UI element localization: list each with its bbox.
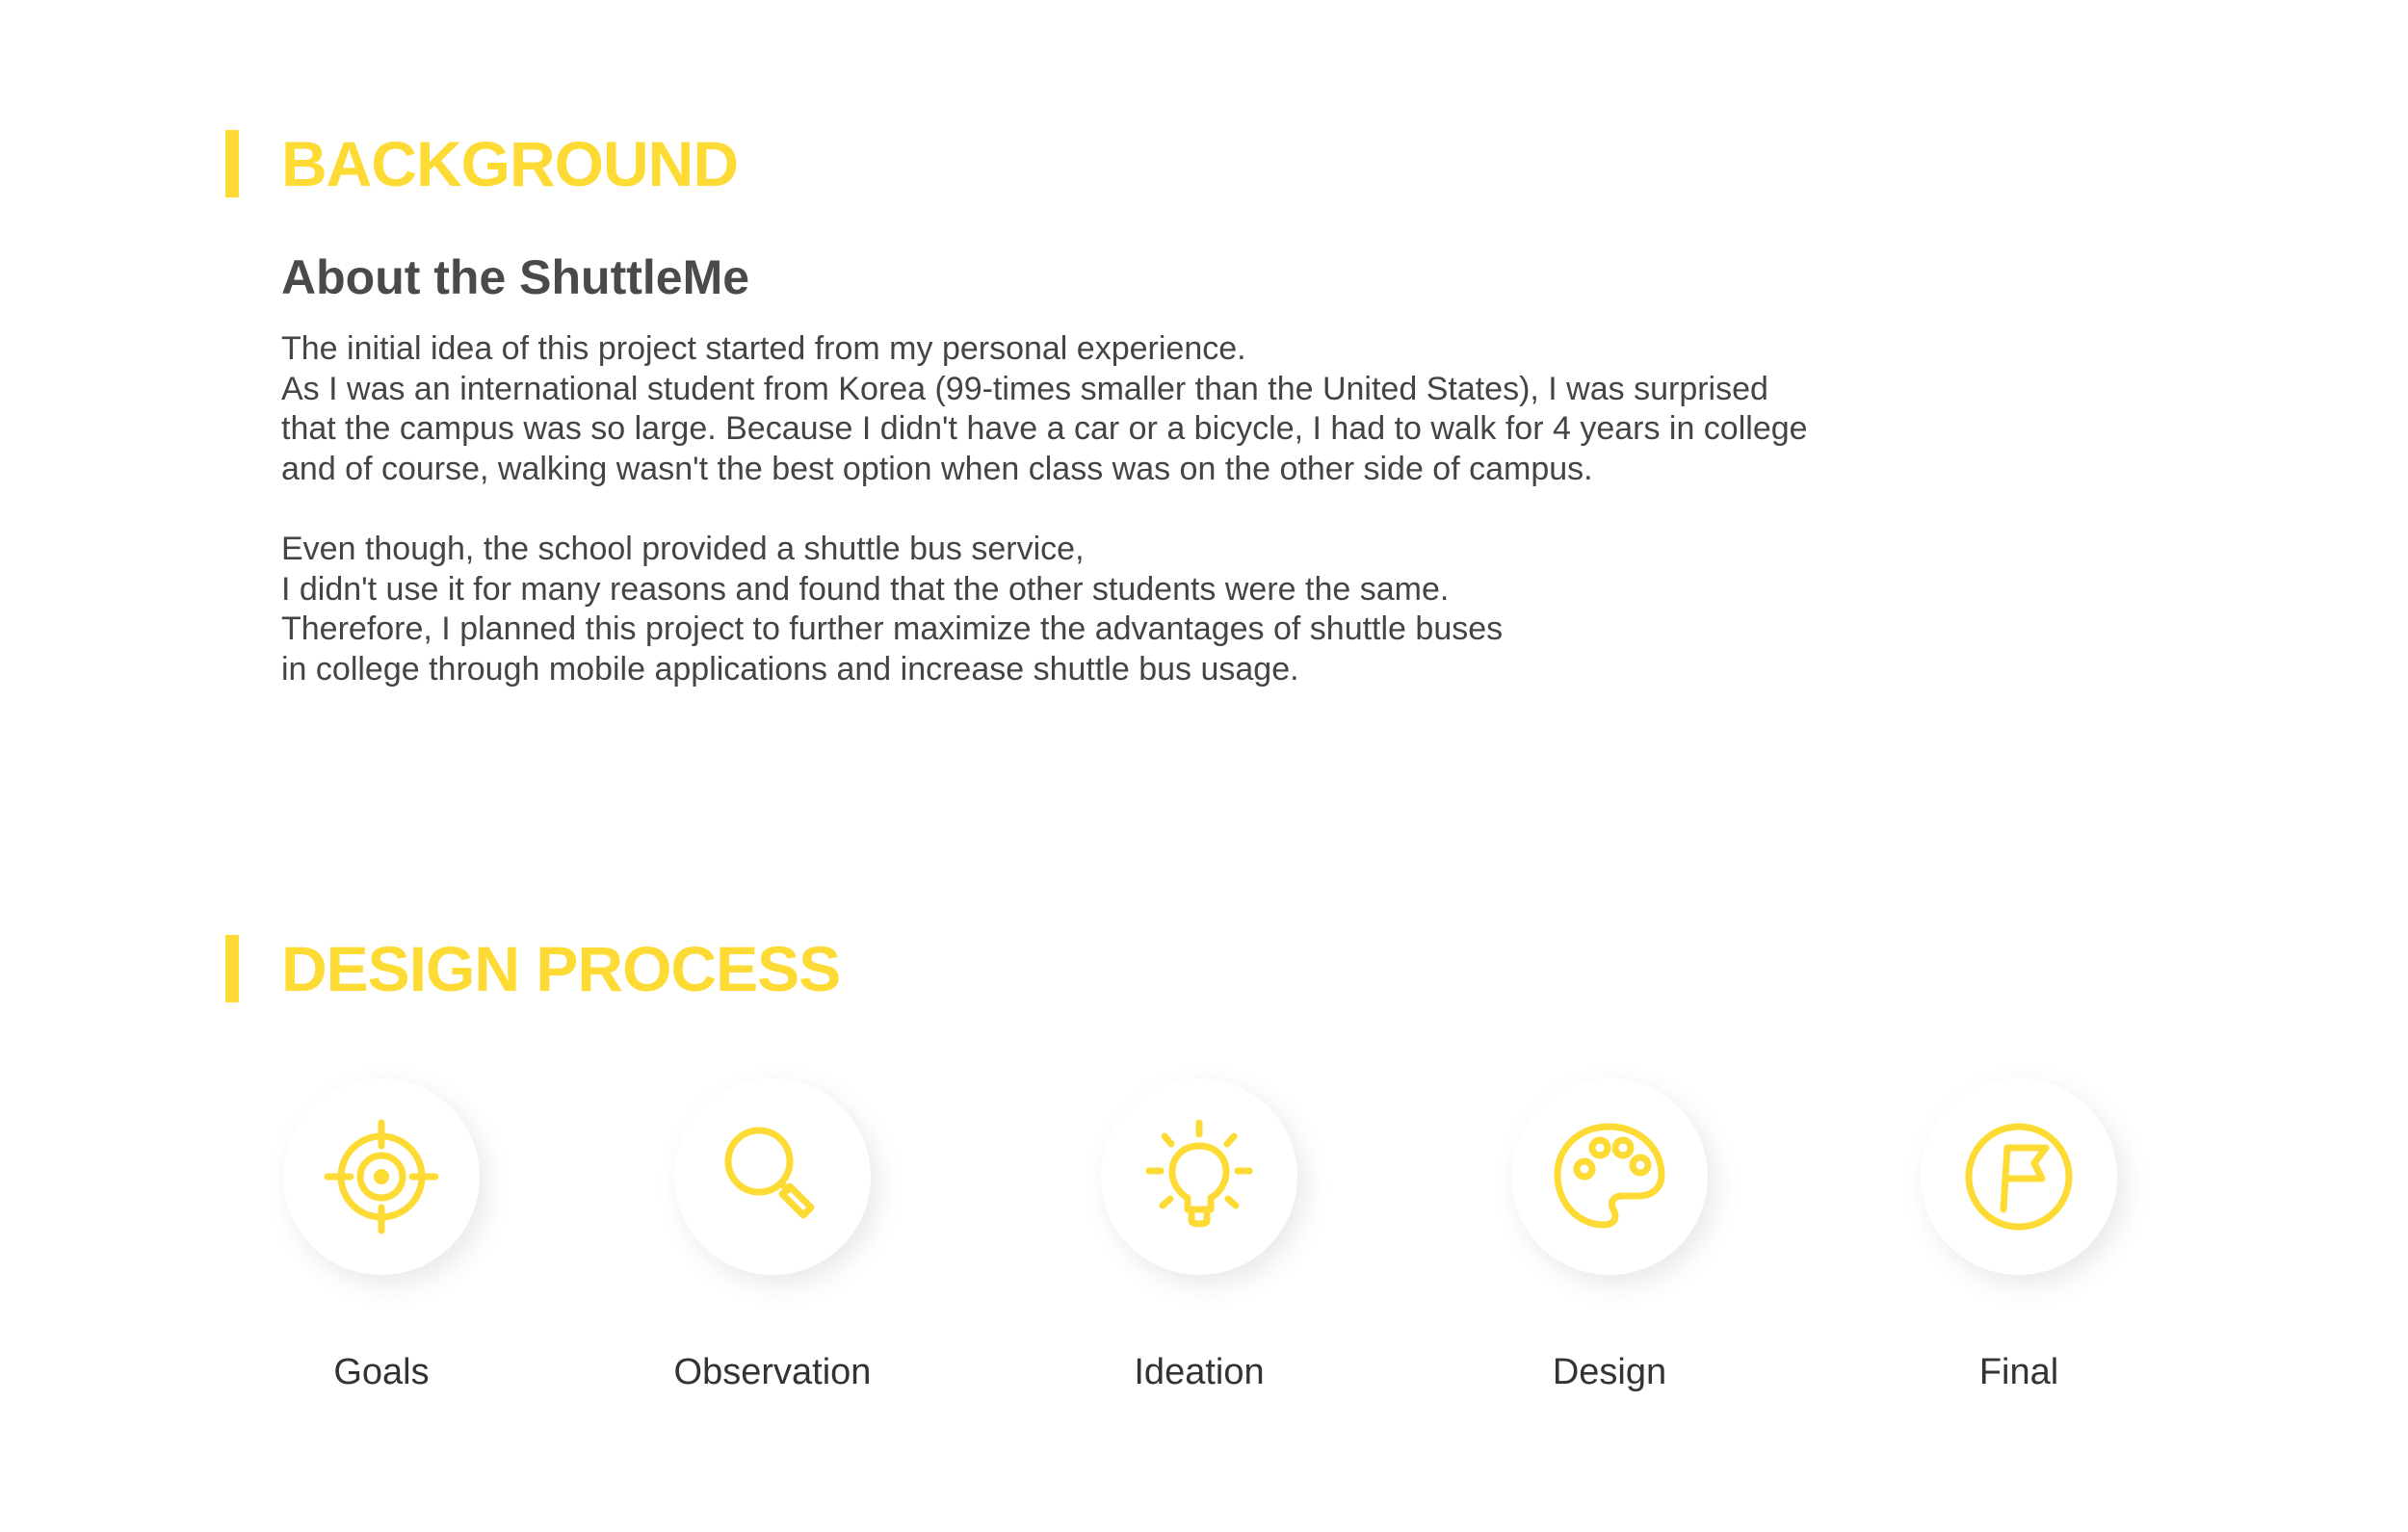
heading-accent-bar	[225, 935, 239, 1002]
paragraph-line: that the campus was so large. Because I didn't have a car or a bicycle, I had to walk for 4 years in college	[281, 410, 1808, 447]
flag-icon	[1959, 1117, 2079, 1236]
magnifier-icon	[713, 1117, 832, 1236]
step-circle	[1511, 1078, 1708, 1275]
about-subtitle: About the ShuttleMe	[281, 250, 750, 304]
paragraph-line: As I was an international student from Korea (99-times smaller than the United States), I was surprised	[281, 370, 1768, 407]
step-circle	[1921, 1078, 2117, 1275]
process-step-design	[1465, 1078, 1754, 1394]
background-paragraph-1	[281, 329, 2208, 489]
step-label: Final	[1978, 1352, 2059, 1392]
target-icon	[322, 1117, 441, 1236]
step-label: Ideation	[1134, 1352, 1265, 1392]
background-title: BACKGROUND	[281, 128, 738, 199]
paragraph-line: in college through mobile applications and increase shuttle bus usage.	[281, 650, 1299, 688]
step-circle	[674, 1078, 871, 1275]
step-label: Design	[1552, 1352, 1667, 1392]
palette-icon	[1550, 1117, 1669, 1236]
paragraph-line: The initial idea of this project started from my personal experience.	[281, 330, 1246, 367]
design-process-heading	[225, 935, 840, 1002]
step-circle	[1101, 1078, 1297, 1275]
background-paragraph-2	[281, 530, 2208, 689]
step-circle	[283, 1078, 480, 1275]
process-step-observation	[628, 1078, 917, 1394]
paragraph-line: I didn't use it for many reasons and found that the other students were the same.	[281, 570, 1450, 608]
heading-accent-bar	[225, 130, 239, 197]
paragraph-line: Even though, the school provided a shuttle bus service,	[281, 531, 1085, 567]
background-heading	[225, 130, 738, 197]
process-step-goals	[237, 1078, 526, 1394]
process-step-final	[1874, 1078, 2163, 1394]
process-step-ideation	[1055, 1078, 1344, 1394]
step-label: Observation	[673, 1352, 872, 1392]
lightbulb-icon	[1139, 1117, 1259, 1236]
paragraph-line: Therefore, I planned this project to further maximize the advantages of shuttle buses	[281, 610, 1504, 647]
step-label: Goals	[333, 1352, 430, 1392]
design-process-title: DESIGN PROCESS	[281, 933, 841, 1004]
paragraph-line: and of course, walking wasn't the best option when class was on the other side of campus.	[281, 450, 1593, 487]
